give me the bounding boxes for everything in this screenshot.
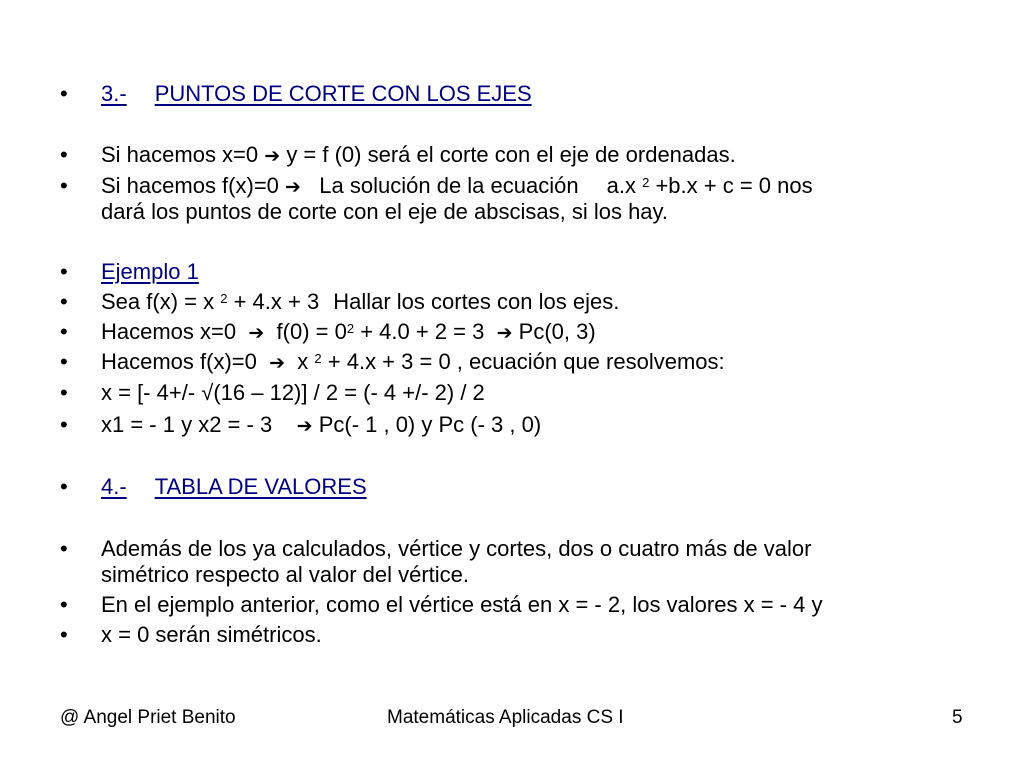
hac2-b: x xyxy=(297,349,309,374)
hac2-c: + 4.x + 3 = 0 , ecuación que resolvemos: xyxy=(327,349,725,374)
hac2-exp: 2 xyxy=(314,351,322,366)
example-roots-text xyxy=(101,412,541,439)
values-line1-row xyxy=(60,536,960,588)
footer-author: @ Angel Priet Benito xyxy=(60,707,236,728)
sea-a: Sea f(x) = x xyxy=(101,289,215,314)
bullet: • xyxy=(60,622,68,647)
fx0-eq-a: a.x xyxy=(606,173,636,198)
section-3-title: PUNTOS DE CORTE CON LOS EJES xyxy=(154,81,532,106)
footer-course: Matemáticas Aplicadas CS I xyxy=(387,707,624,728)
example-formula: x = [- 4+/- √(16 – 12)] / 2 = (- 4 +/- 2) / 2 xyxy=(101,380,485,405)
sea-b: + 4.x + 3 xyxy=(233,289,320,314)
example-hac2-text xyxy=(101,349,725,376)
bullet: • xyxy=(60,592,68,617)
bullet-fx0-line1 xyxy=(101,173,813,200)
values-line1a: Además de los ya calculados, vértice y cortes, dos o cuatro más de valor xyxy=(101,536,812,561)
values-line2: En el ejemplo anterior, como el vértice está en x = - 2, los valores x = - 4 y xyxy=(101,592,823,617)
bullet-x0-text xyxy=(101,142,736,169)
arrow-icon: ➔ xyxy=(269,352,286,374)
bullet: • xyxy=(60,173,68,198)
section-4-title: TABLA DE VALORES xyxy=(154,474,367,499)
arrow-icon: ➔ xyxy=(264,145,281,167)
bullet: • xyxy=(60,412,68,437)
hac1-a: Hacemos x=0 xyxy=(101,319,237,344)
arrow-icon: ➔ xyxy=(496,322,513,344)
sea-c: Hallar los cortes con los ejes. xyxy=(333,289,620,314)
fx0-eq-exp: 2 xyxy=(642,175,650,190)
section-4-number: 4.- xyxy=(101,474,127,499)
bullet: • xyxy=(60,349,68,374)
fx0-lead: Si hacemos f(x)=0 xyxy=(101,173,279,198)
bullet-fx0-line2: dará los puntos de corte con el eje de abscisas, si los hay. xyxy=(101,199,669,224)
bullet: • xyxy=(60,81,68,106)
footer-page-number: 5 xyxy=(952,707,963,728)
bullet: • xyxy=(60,474,68,499)
bullet: • xyxy=(60,380,68,405)
arrow-icon: ➔ xyxy=(285,176,301,198)
x0-tail: y = f (0) será el corte con el eje de ordenadas. xyxy=(286,142,736,167)
section-3-heading xyxy=(101,81,532,107)
hac1-exp: 2 xyxy=(346,321,355,336)
example-heading: Ejemplo 1 xyxy=(101,259,199,284)
hac2-a: Hacemos f(x)=0 xyxy=(101,349,257,374)
bullet: • xyxy=(60,536,68,561)
bullet: • xyxy=(60,142,68,167)
x0-lead: Si hacemos x=0 xyxy=(101,142,259,167)
arrow-icon: ➔ xyxy=(296,415,313,437)
arrow-icon: ➔ xyxy=(248,322,265,344)
fx0-eq-rest: +b.x + c = 0 nos xyxy=(655,173,813,198)
example-sea-text xyxy=(101,289,619,315)
values-line1b: simétrico respecto al valor del vértice. xyxy=(101,562,470,587)
bullet: • xyxy=(60,259,68,284)
bullet: • xyxy=(60,289,68,314)
section-4-heading xyxy=(101,474,367,500)
roots-b: Pc(- 1 , 0) y Pc (- 3 , 0) xyxy=(318,412,542,437)
bullet: • xyxy=(60,319,68,344)
example-hac1-text xyxy=(101,319,596,346)
values-line3: x = 0 serán simétricos. xyxy=(101,622,322,647)
roots-a: x1 = - 1 y x2 = - 3 xyxy=(101,412,273,437)
fx0-mid: La solución de la ecuación xyxy=(319,173,579,198)
bullet-fx0-row xyxy=(60,173,960,225)
hac1-d: Pc(0, 3) xyxy=(518,319,596,344)
hac1-b: f(0) = 0 xyxy=(276,319,347,344)
hac1-c: + 4.0 + 2 = 3 xyxy=(360,319,485,344)
sea-exp: 2 xyxy=(220,291,228,306)
section-3-number: 3.- xyxy=(101,81,127,106)
